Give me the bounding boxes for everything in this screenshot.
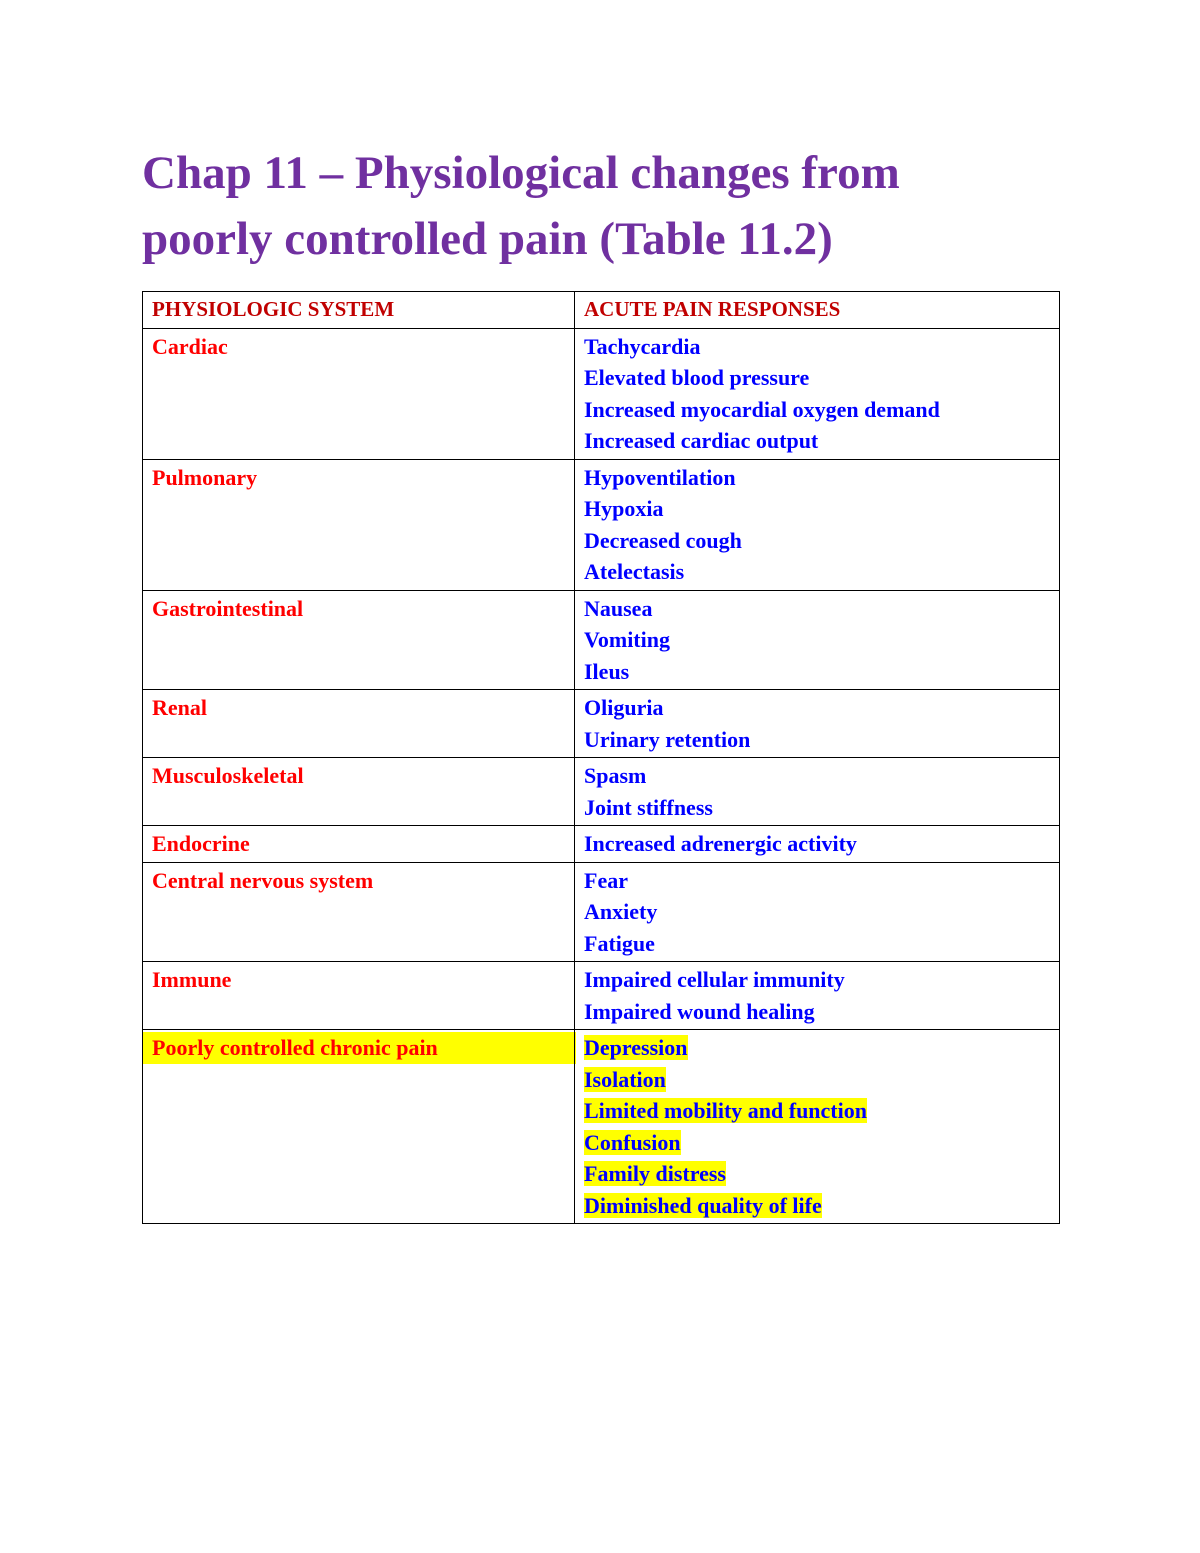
table-row [143,328,1060,459]
system-cell: Gastrointestinal [143,590,575,690]
response-item: Elevated blood pressure [584,365,810,390]
table-row [143,962,1060,1030]
title-line-1: Chap 11 – Physiological changes from [142,147,900,199]
response-item: Nausea [584,595,653,621]
highlighted-response: Depression [584,1035,688,1060]
response-item: Increased adrenergic activity [584,831,857,856]
response-item: Vomiting [584,627,670,652]
highlighted-response: Limited mobility and function [584,1098,867,1123]
response-item: Oliguria [584,695,664,720]
highlighted-response: Family distress [584,1161,726,1186]
table-header-row [143,292,1060,329]
responses-cell [575,590,1060,690]
response-item: Hypoventilation [584,464,736,490]
header-acute-pain-responses: ACUTE PAIN RESPONSES [575,292,1060,329]
system-cell: Endocrine [143,826,575,863]
responses-cell [575,962,1060,1030]
response-item: Spasm [584,763,647,788]
table-row [143,758,1060,826]
response-item [584,1064,1059,1096]
highlighted-response: Diminished quality of life [584,1192,822,1218]
title-line-2: poorly controlled pain (Table 11.2) [142,213,833,265]
system-cell: Cardiac [143,328,575,459]
response-item: Increased cardiac output [584,428,819,453]
table-row [143,826,1060,863]
response-item: Tachycardia [584,333,701,359]
response-item: Decreased cough [584,527,742,553]
table-row [143,690,1060,758]
response-item [584,1032,1059,1064]
response-item [584,1190,1059,1222]
system-cell [143,1030,575,1224]
table-row [143,459,1060,590]
highlighted-response: Confusion [584,1129,681,1155]
responses-cell [575,459,1060,590]
table-row [143,590,1060,690]
response-item: Impaired cellular immunity [584,967,845,992]
response-item [584,1158,1059,1190]
response-item: Fear [584,867,628,893]
response-item [584,1127,1059,1159]
table-row [143,862,1060,962]
response-item: Joint stiffness [584,794,713,820]
responses-cell [575,1030,1060,1224]
highlighted-system-label: Poorly controlled chronic pain [143,1032,576,1064]
system-cell: Renal [143,690,575,758]
response-item: Hypoxia [584,496,664,521]
page-title [142,140,1102,272]
responses-cell [575,690,1060,758]
responses-cell [575,862,1060,962]
response-item: Anxiety [584,899,658,924]
responses-cell [575,328,1060,459]
response-item: Fatigue [584,930,655,956]
response-item: Impaired wound healing [584,998,815,1024]
pain-responses-table [142,291,1060,1224]
table-row-highlighted [143,1030,1060,1224]
responses-cell [575,826,1060,863]
highlighted-response: Isolation [584,1066,666,1092]
responses-cell [575,758,1060,826]
response-item: Urinary retention [584,726,751,752]
response-item: Ileus [584,658,630,684]
header-physiologic-system: PHYSIOLOGIC SYSTEM [143,292,575,329]
system-cell: Pulmonary [143,459,575,590]
system-cell: Central nervous system [143,862,575,962]
response-item: Atelectasis [584,559,685,584]
system-cell: Musculoskeletal [143,758,575,826]
system-cell: Immune [143,962,575,1030]
response-item: Increased myocardial oxygen demand [584,396,940,422]
response-item [584,1095,1059,1127]
